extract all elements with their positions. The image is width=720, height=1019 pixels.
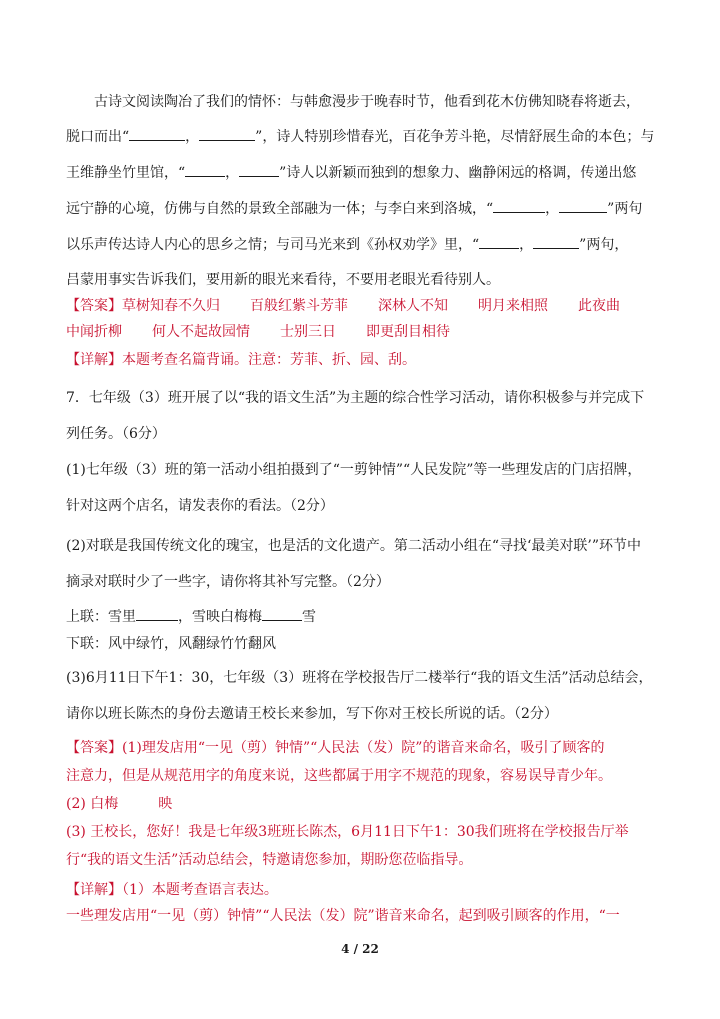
q7-sub1-line-2: 针对这两个店名，请发表你的看法。（2分） <box>66 498 334 514</box>
q7-sub2-line-2: 摘录对联时少了一些字，请你将其补写完整。（2分） <box>66 574 390 590</box>
fill-blank[interactable] <box>479 234 519 249</box>
page-number: 4 / 22 <box>341 942 379 956</box>
answer-2-line-2: 注意力，但是从规范用字的角度来说，这些都属于用字不规范的现象，容易误导青少年。 <box>66 768 612 784</box>
poetry-line-1: 古诗文阅读陶冶了我们的情怀：与韩愈漫步于晚春时节，他看到花木仿佛知晓春将逝去， <box>94 94 640 110</box>
couplet-lower: 下联：风中绿竹，风翻绿竹竹翻风 <box>66 636 276 652</box>
fill-blank[interactable] <box>239 162 279 177</box>
fill-blank[interactable] <box>493 198 545 213</box>
poetry-line-3: 王维静坐竹里馆，“ ， ”诗人以新颖而独到的想象力、幽静闲远的格调，传递出悠 <box>66 162 666 183</box>
q7-sub3-line-2: 请你以班长陈杰的身份去邀请王校长来参加，写下你对王校长所说的话。（2分） <box>66 706 558 722</box>
poetry-line-4: 远宁静的心境，仿佛与自然的景致全部融为一体；与李白来到洛城，“ ， ”两句 <box>66 198 666 219</box>
answer-2-line-3: (2) 白梅 映 <box>66 796 173 812</box>
poetry-line-6: 吕蒙用事实告诉我们，要用新的眼光来看待，不要用老眼光看待别人。 <box>66 272 500 288</box>
detail-1: 【详解】本题考查名篇背诵。注意：芳菲、折、园、刮。 <box>66 352 416 368</box>
answer-1-line-2: 中闻折柳 何人不起故园情 士别三日 即更刮目相待 <box>66 324 450 340</box>
answer-2-line-1: 【答案】(1)理发店用“一见（剪）钟情”“人民法（发）院”的谐音来命名，吸引了顾客的 <box>66 740 605 756</box>
fill-blank[interactable] <box>262 606 302 621</box>
q7-sub1-line-1: (1)七年级（3）班的第一活动小组拍摄到了“一剪钟情”“人民发院”等一些理发店的门店招牌， <box>66 462 642 478</box>
detail-2-line-1: 【详解】（1）本题考查语言表达。 <box>66 882 278 898</box>
couplet-upper: 上联：雪里 ，雪映白梅梅 雪 <box>66 606 666 627</box>
fill-blank[interactable] <box>185 162 225 177</box>
detail-2-line-2: 一些理发店用“一见（剪）钟情”“人民法（发）院”谐音来命名，起到吸引顾客的作用，“一 <box>66 908 620 924</box>
q7-sub3-line-1: (3)6月11日下午1：30，七年级（3）班将在学校报告厅二楼举行“我的语文生活”活动总结会， <box>66 670 653 686</box>
answer-2-line-4: (3) 王校长，您好！我是七年级3班班长陈杰，6月11日下午1：30我们班将在学校报告厅举 <box>66 824 629 840</box>
answer-2-line-5: 行“我的语文生活”活动总结会，特邀请您参加，期盼您莅临指导。 <box>66 852 473 868</box>
q7-line-2: 列任务。（6分） <box>66 426 166 442</box>
answer-1-line-1: 【答案】草树知春不久归 百般红紫斗芳菲 深林人不知 明月来相照 此夜曲 <box>66 298 620 314</box>
poetry-line-2: 脱口而出“ ， ”，诗人特别珍惜春光，百花争芳斗艳，尽情舒展生命的本色；与 <box>66 126 666 147</box>
q7-line-1: 7．七年级（3）班开展了以“我的语文生活”为主题的综合性学习活动，请你积极参与并完成下 <box>66 390 645 406</box>
fill-blank[interactable] <box>559 198 607 213</box>
fill-blank[interactable] <box>199 126 255 141</box>
q7-sub2-line-1: (2)对联是我国传统文化的瑰宝，也是活的文化遗产。第二活动小组在“寻找‘最美对联’”环节中 <box>66 538 642 554</box>
fill-blank[interactable] <box>129 126 185 141</box>
fill-blank[interactable] <box>136 606 178 621</box>
poetry-line-5: 以乐声传达诗人内心的思乡之情；与司马光来到《孙权劝学》里，“ ， ”两句， <box>66 234 666 255</box>
fill-blank[interactable] <box>533 234 579 249</box>
